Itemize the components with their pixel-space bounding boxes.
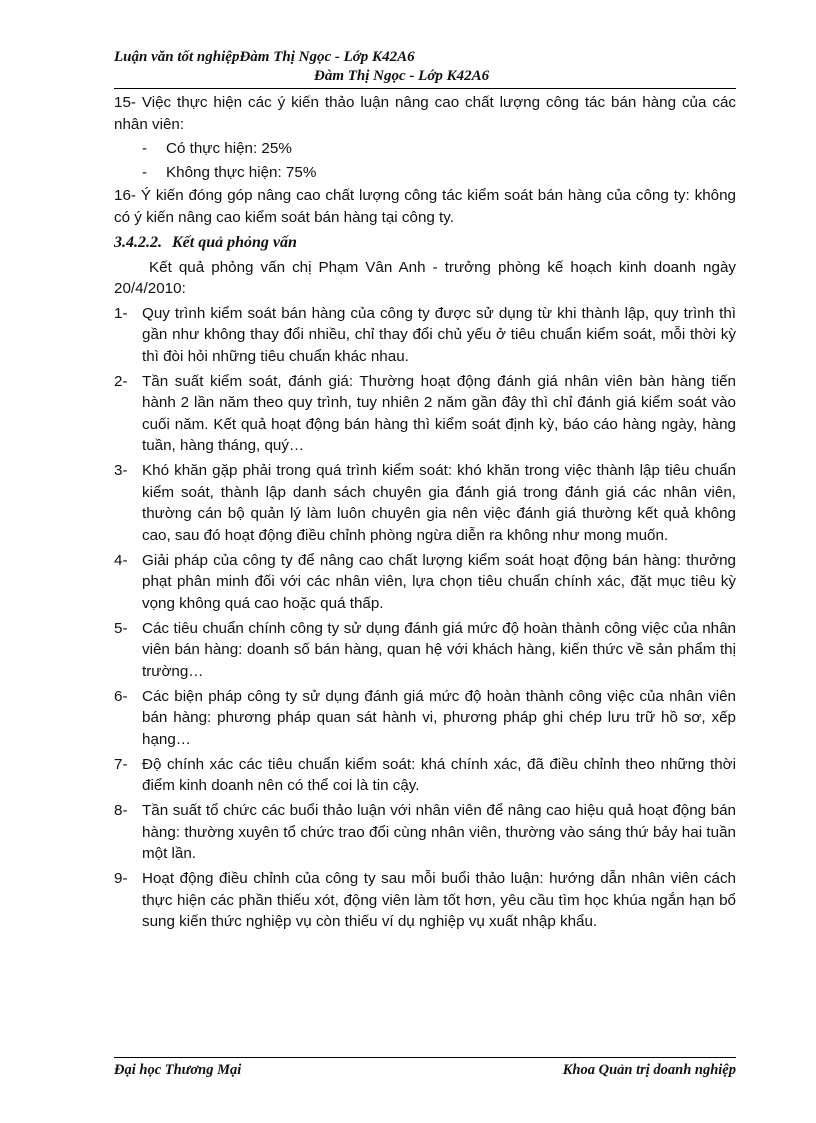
question-16-number: 16- <box>114 187 136 204</box>
header-divider <box>114 88 736 89</box>
list-item <box>114 303 736 368</box>
question-16-text: Ý kiến đóng góp nâng cao chất lượng công tác kiểm soát bán hàng của công ty: không có ý kiến nâng cao kiểm soát bán hàng tại công ty. <box>114 187 736 226</box>
item-text: Tần suất kiểm soát, đánh giá: Thường hoạt động đánh giá nhân viên bàn hàng tiến hành 2 lần năm theo quy trình, tuy nhiên 2 năm gần đây thì chỉ đánh giá kiểm soát vào cuối năm. Kết quả hoạt động bán hàng thì kiểm soát định kỳ, báo cáo hàng ngày, hàng tuần, hàng tháng, quý… <box>142 372 736 454</box>
list-item <box>114 618 736 683</box>
list-item <box>114 686 736 751</box>
item-text: Quy trình kiểm soát bán hàng của công ty được sử dụng từ khi thành lập, quy trình thì gần như không thay đổi nhiều, chỉ thay đổi chủ yếu ở tiêu chuẩn kiểm soát, mỗi thời kỳ thì đòi hỏi những tiêu chuẩn khác nhau. <box>142 304 736 365</box>
item-text: Các tiêu chuẩn chính công ty sử dụng đánh giá mức độ hoàn thành công việc của nhân viên bán hàng: doanh số bán hàng, quan hệ với khách hàng, kiến thức về sản phẩm thị trường… <box>142 619 736 680</box>
item-number: 3- <box>114 462 128 479</box>
item-number: 7- <box>114 755 128 773</box>
question-15-options <box>114 138 736 183</box>
item-number: 4- <box>114 551 128 569</box>
option-text: Có thực hiện: 25% <box>166 140 292 157</box>
item-number: 2- <box>114 372 128 390</box>
bullet-dash: - <box>142 163 148 181</box>
page-header <box>114 48 736 86</box>
item-text: Các biện pháp công ty sử dụng đánh giá mức độ hoàn thành công việc của nhân viên bán hàng: phương pháp quan sát hành vi, phương pháp ghi chép lưu trữ hồ sơ, xếp hạng… <box>142 687 736 748</box>
footer-university: Đại học Thương Mại <box>114 1062 242 1078</box>
bullet-dash: - <box>142 140 148 157</box>
section-intro: Kết quả phỏng vấn chị Phạm Vân Anh - trưởng phòng kế hoạch kinh doanh ngày 20/4/2010: <box>114 258 736 297</box>
item-text: Hoạt động điều chỉnh của công ty sau mỗi buổi thảo luận: hướng dẫn nhân viên cách thực hiện các phần thiếu xót, động viên làm tốt hơn, yêu cầu tìm học khúa ngắn hạn bổ sung kiến thức nghiệp vụ còn thiếu ví dụ nghiệp vụ xuất nhập khẩu. <box>142 870 736 930</box>
page-body <box>114 92 736 936</box>
list-item <box>114 138 736 160</box>
footer-faculty: Khoa Quản trị doanh nghiệp <box>562 1062 736 1078</box>
header-line-2: Đàm Thị Ngọc - Lớp K42A6 <box>314 68 490 84</box>
section-heading <box>114 232 736 254</box>
list-item <box>114 371 736 457</box>
header-line-1: Luận văn tốt nghiệpĐàm Thị Ngọc - Lớp K42A6 <box>114 49 415 65</box>
item-number: 9- <box>114 870 128 887</box>
item-number: 5- <box>114 619 128 637</box>
footer-divider <box>114 1057 736 1058</box>
question-15 <box>114 92 736 135</box>
item-number: 8- <box>114 802 128 819</box>
page-footer <box>114 1061 736 1079</box>
list-item <box>114 162 736 184</box>
list-item <box>114 754 736 797</box>
list-item <box>114 460 736 546</box>
option-text: Không thực hiện: 75% <box>166 163 317 181</box>
question-16 <box>114 185 736 228</box>
item-text: Độ chính xác các tiêu chuẩn kiểm soát: khá chính xác, đã điều chỉnh theo những thời điểm kinh doanh nên có thể coi là tin cậy. <box>142 755 736 794</box>
section-number: 3.4.2.2. <box>114 234 162 251</box>
section-title: Kết quả phỏng vấn <box>172 234 297 251</box>
item-number: 6- <box>114 687 128 705</box>
list-item <box>114 800 736 865</box>
list-item <box>114 550 736 615</box>
interview-results-list <box>114 303 736 933</box>
item-text: Tần suất tổ chức các buổi thảo luận với nhân viên để nâng cao hiệu quả hoạt động bán hàng: thường xuyên tổ chức trao đổi cùng nhân viên, thường vào sáng thứ bảy hai tuần một lần. <box>142 802 736 862</box>
question-15-number: 15- <box>114 94 136 111</box>
item-number: 1- <box>114 304 128 322</box>
item-text: Khó khăn gặp phải trong quá trình kiểm soát: khó khăn trong việc thành lập tiêu chuẩn kiểm soát, thành lập danh sách chuyên gia đánh giá trong đánh giá các nhân viên, thường cán bộ quản lý làm luôn chuyên gia nên việc đánh giá thường kết quả không cao, sau đó hoạt động điều chỉnh phòng ngừa diễn ra không như mong muốn. <box>142 462 736 544</box>
item-text: Giải pháp của công ty để nâng cao chất lượng kiểm soát hoạt động bán hàng: thưởng phạt phân minh đối với các nhân viên, lựa chọn tiêu chuẩn chính xác, đặt mục tiêu kỳ vọng không quá cao hoặc quá thấp. <box>142 551 736 612</box>
list-item <box>114 868 736 933</box>
question-15-text: Việc thực hiện các ý kiến thảo luận nâng cao chất lượng công tác bán hàng của các nhân viên: <box>114 94 736 133</box>
